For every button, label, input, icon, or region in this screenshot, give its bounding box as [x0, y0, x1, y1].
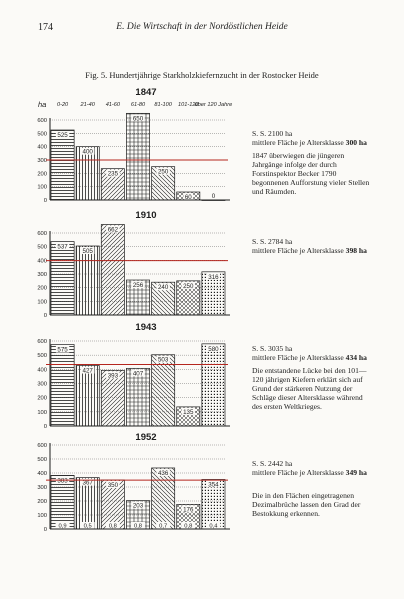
bar-value-label: 240 — [157, 284, 169, 292]
y-tick-label: 500 — [37, 244, 47, 251]
bar-value-label: 662 — [107, 226, 119, 234]
y-tick-label: 300 — [37, 272, 47, 278]
y-tick-label: 0 — [43, 313, 47, 319]
note-mean-value: 349 ha — [345, 467, 367, 477]
chart-1952 — [37, 432, 230, 533]
y-tick-label: 200 — [37, 499, 47, 505]
y-tick-label: 600 — [37, 231, 47, 237]
bar-value-label: 650 — [132, 115, 144, 123]
note-paragraph: Die in den Flächen eingetragenen Dezimalbrüche lassen den Grad der Bestokkung erkennen. — [252, 490, 361, 518]
running-head: E. Die Wirtschaft in der Nordöstlichen Heide — [116, 22, 288, 32]
category-label: 61-80 — [130, 102, 146, 108]
y-tick-label: 400 — [37, 367, 47, 374]
y-tick-label: 500 — [37, 353, 47, 360]
bar-value-label: 436 — [157, 469, 169, 477]
note-mean-label: mittlere Fläche je Altersklasse — [252, 467, 344, 477]
bar — [76, 366, 99, 426]
note-mean-value: 398 ha — [345, 245, 367, 255]
bar — [51, 345, 74, 426]
chart-title: 1910 — [135, 210, 157, 221]
stocking-label: 0,5 — [83, 523, 92, 530]
category-label: 21-40 — [80, 102, 95, 108]
bar — [76, 246, 99, 315]
y-tick-label: 200 — [37, 285, 47, 292]
y-tick-label: 500 — [37, 131, 47, 138]
bar-value-label: 580 — [208, 345, 219, 353]
y-tick-label: 400 — [37, 144, 47, 151]
bar-value-label: 575 — [57, 346, 68, 354]
y-tick-label: 100 — [37, 513, 47, 519]
note-area: S. S. 2442 ha — [252, 459, 293, 468]
note-mean-value: 434 ha — [345, 352, 367, 362]
bar-value-label: 250 — [183, 282, 194, 290]
stocking-label: 0,8 — [184, 523, 193, 530]
note-area: S. S. 2784 ha — [252, 237, 293, 246]
y-tick-label: 400 — [37, 258, 47, 265]
y-axis-label: ha — [38, 100, 47, 109]
category-label: 0-20 — [56, 102, 69, 108]
y-tick-label: 600 — [37, 118, 47, 124]
y-tick-label: 100 — [37, 184, 47, 191]
bar — [152, 355, 175, 426]
note-1910 — [252, 238, 370, 260]
bar — [51, 130, 74, 200]
bar-value-label: 354 — [208, 481, 219, 489]
bar — [51, 242, 74, 315]
y-tick-label: 300 — [37, 485, 47, 491]
y-tick-label: 300 — [37, 158, 47, 164]
bar-value-label: 367 — [82, 479, 93, 487]
chart-1943 — [37, 322, 230, 430]
figure-caption: Fig. 5. Hundertjährige Starkholzkiefernzucht in der Rostocker Heide — [85, 70, 319, 80]
stocking-label: 0,9 — [58, 523, 67, 530]
stocking-label: 0,7 — [159, 523, 168, 530]
note-area: S. S. 3035 ha — [252, 344, 293, 353]
note-area: S. S. 2100 ha — [252, 129, 293, 138]
stocking-label: 0,8 — [108, 523, 117, 530]
chart-1847 — [37, 87, 232, 204]
note-1847 — [252, 130, 370, 201]
bar-value-label: 505 — [82, 247, 93, 255]
bar-value-label: 250 — [157, 168, 169, 176]
note-mean-value: 300 ha — [345, 137, 367, 147]
y-tick-label: 100 — [37, 299, 47, 306]
bar-value-label: 427 — [82, 367, 93, 375]
stocking-label: 0,4 — [209, 523, 218, 530]
bar-value-label: 316 — [208, 273, 219, 281]
note-mean-label: mittlere Fläche je Altersklasse — [252, 352, 344, 362]
note-paragraph: Die entstandene Lücke bei den 101—120 jährigen Kiefern erklärt sich auf Grund der stärkeren Nutzung der Schläge dieser Altersklasse während des ersten Weltkrieges. — [252, 365, 367, 411]
note-1943 — [252, 345, 370, 416]
bar-value-label: 383 — [57, 477, 68, 485]
category-label: über 120 Jahre — [194, 102, 233, 108]
bar-value-label: 203 — [132, 502, 144, 510]
page-number: 174 — [38, 22, 53, 33]
bar — [126, 113, 149, 200]
category-label: 101-120 — [178, 102, 199, 108]
bar — [152, 468, 175, 529]
bar — [202, 344, 225, 426]
stocking-label: 0,8 — [133, 523, 143, 530]
bar-value-label: 503 — [157, 356, 169, 364]
chart-title: 1847 — [135, 87, 157, 98]
y-tick-label: 0 — [43, 424, 47, 430]
y-tick-label: 600 — [37, 443, 47, 449]
bar — [101, 225, 124, 315]
bar-value-label: 256 — [132, 282, 144, 290]
y-tick-label: 600 — [37, 339, 47, 345]
note-mean-label: mittlere Fläche je Altersklasse — [252, 137, 344, 147]
chart-title: 1943 — [135, 322, 157, 333]
bar-value-label: 400 — [82, 148, 93, 156]
category-label: 81-100 — [154, 102, 172, 108]
note-1952 — [252, 460, 370, 523]
bar-value-label: 60 — [184, 194, 192, 201]
bar-value-label: 135 — [183, 408, 194, 416]
bar-value-label: 235 — [107, 170, 119, 178]
y-tick-label: 200 — [37, 171, 47, 178]
y-tick-label: 0 — [43, 527, 47, 533]
y-tick-label: 300 — [37, 381, 47, 388]
bar-value-label: 407 — [132, 370, 144, 378]
bar-value-label: 537 — [57, 243, 68, 251]
y-tick-label: 400 — [37, 471, 47, 477]
chart-1910 — [37, 210, 230, 319]
bar-value-label: 525 — [57, 132, 68, 139]
y-tick-label: 200 — [37, 395, 47, 402]
note-paragraph: 1847 überwiegen die jüngeren Jahrgänge infolge der durch Forstinspektor Becker 1790 begonnenen Aufforstung vieler Stellen und Räumden. — [252, 150, 370, 196]
chart-title: 1952 — [135, 432, 157, 443]
bar-value-label: 350 — [107, 482, 119, 489]
bar-value-label: 0 — [211, 193, 216, 200]
y-tick-label: 0 — [43, 198, 47, 204]
bar-value-label: 393 — [107, 372, 119, 380]
bar-value-label: 176 — [183, 506, 194, 514]
category-label: 41-60 — [105, 102, 121, 108]
y-tick-label: 100 — [37, 409, 47, 416]
note-mean-label: mittlere Fläche je Altersklasse — [252, 245, 344, 255]
y-tick-label: 500 — [37, 457, 47, 463]
